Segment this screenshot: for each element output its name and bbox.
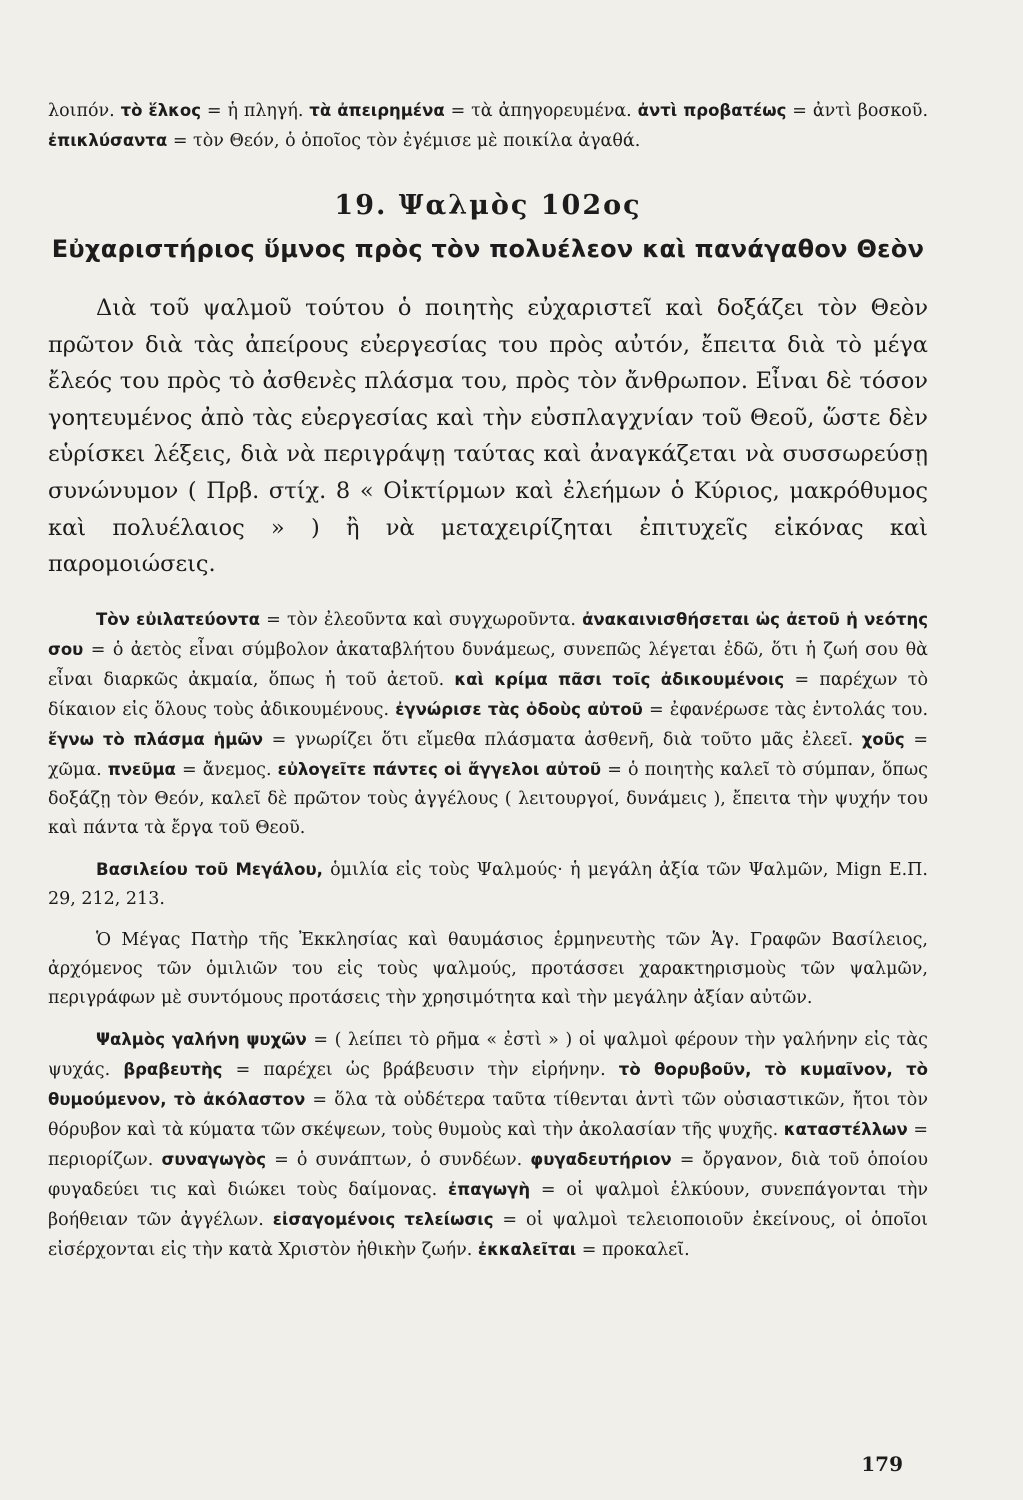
glossary-term: φυγαδευτήριον [530, 1149, 672, 1169]
psalm-subtitle: Εὐχαριστήριος ὕμνος πρὸς τὸν πολυέλεον καὶ πανάγαθον Θεὸν [51, 235, 925, 263]
glossary-text: = ὁ ἀετὸς εἶναι σύμβολον ἀκαταβλήτου δυνάμεως, συνεπῶς λέγεται ἐδῶ, ὅτι ἡ ζωή σου θὰ εἶναι διαρκῶς ἀκμαία, ὅπως ἡ τοῦ ἀετοῦ. [48, 639, 928, 690]
glossary-term: συναγωγὸς [161, 1149, 266, 1169]
glossary-text: = τὸν Θεόν, ὁ ὁποῖος τὸν ἐγέμισε μὲ ποικίλα ἀγαθά. [167, 131, 641, 151]
glossary-term: καταστέλλων [783, 1119, 908, 1139]
basil-reference [48, 855, 928, 914]
glossary-term: εὐλογεῖτε πάντες οἱ ἄγγελοι αὐτοῦ [277, 759, 602, 779]
glossary-text: = τὰ ἀπηγορευμένα. [444, 101, 638, 121]
glossary-term: Βασιλείου τοῦ Μεγάλου, [96, 859, 323, 879]
glossary-text: = γνωρίζει ὅτι εἴμεθα πλάσματα ἀσθενῆ, διὰ τοῦτο μᾶς ἐλεεῖ. [262, 729, 862, 750]
glossary-term: εἰσαγομένοις τελείωσις [272, 1209, 494, 1229]
glossary-term: χοῦς [861, 729, 905, 749]
glossary-term: βραβευτὴς [123, 1059, 223, 1079]
glossary-text: λοιπόν. [48, 101, 121, 121]
glossary-term: καὶ κρίμα πᾶσι τοῖς ἀδικουμένοις [454, 669, 785, 689]
glossary-text: = οἱ ψαλμοὶ τελειοποιοῦν ἐκείνους, οἱ ὁποῖοι εἰσέρχονται εἰς τὴν κατὰ Χριστὸν ἠθικὴν ζωήν. [48, 1209, 928, 1260]
glossary-text: = περιορίζων. [48, 1119, 928, 1170]
glossary-term: ἀνακαινισθήσεται ὡς ἀετοῦ ἡ νεότης σου [48, 609, 929, 659]
glossary-paragraph-1 [48, 605, 928, 843]
glossary-term: ἔγνω τὸ πλάσμα ἡμῶν [48, 729, 263, 749]
basil-paragraph: Ὁ Μέγας Πατὴρ τῆς Ἐκκλησίας καὶ θαυμάσιος ἑρμηνευτὴς τῶν Ἁγ. Γραφῶν Βασίλειος, ἀρχόμενος τῶν ὁμιλιῶν του εἰς τοὺς ψαλμούς, προτάσσει χαρακτηρισμοὺς τῶν ψαλμῶν, περιγράφων μὲ συντόμους προτάσεις τὴν χρησιμότητα καὶ τὴν μεγάλην ἀξίαν αὐτῶν. [48, 929, 928, 1008]
glossary-text: ὁμιλία εἰς τοὺς Ψαλμούς· ἡ μεγάλη ἀξία τῶν Ψαλμῶν, Mign Ε.Π. 29, 212, 213. [48, 859, 928, 909]
glossary-text: = χῶμα. [48, 729, 928, 780]
glossary-term: ἐπαγωγὴ [448, 1179, 531, 1199]
glossary-text: = παρέχει ὡς βράβευσιν τὴν εἰρήνην. [222, 1059, 619, 1080]
glossary-term: ἐπικλύσαντα [48, 131, 168, 150]
glossary-text: = ἡ πληγή. [201, 101, 310, 121]
glossary-paragraph-2 [48, 1025, 928, 1265]
glossary-text: = ἄνεμος. [175, 759, 278, 780]
glossary-term: τὰ ἀπειρημένα [309, 101, 445, 120]
glossary-term: Ψαλμὸς γαλήνη ψυχῶν [96, 1029, 307, 1049]
intro-paragraph: Διὰ τοῦ ψαλμοῦ τούτου ὁ ποιητὴς εὐχαριστεῖ καὶ δοξάζει τὸν Θεὸν πρῶτον διὰ τὰς ἀπείρους εὐεργεσίας του πρὸς αὐτόν, ἔπειτα διὰ τὸ μέγα ἔλεός του πρὸς τὸ ἀσθενὲς πλάσμα του, πρὸς τὸν ἄνθρωπον. Εἶναι δὲ τόσον γοητευμένος ἀπὸ τὰς εὐεργεσίας καὶ τὴν εὐσπλαγχνίαν τοῦ Θεοῦ, ὥστε δὲν εὑρίσκει λέξεις, διὰ νὰ περιγράψῃ ταύτας καὶ ἀναγκάζεται νὰ συσσωρεύσῃ συνώνυμον ( Πρβ. στίχ. 8 « Οἰκτίρμων καὶ ἐλεήμων ὁ Κύριος, μακρόθυμος καὶ πολυέλαιος » ) ἢ νὰ μεταχειρίζηται ἐπιτυχεῖς εἰκόνας καὶ παρομοιώσεις. [48, 295, 928, 578]
book-page [48, 96, 928, 1277]
glossary-text: = προκαλεῖ. [576, 1239, 690, 1260]
glossary-term: ἐκκαλεῖται [477, 1239, 577, 1259]
glossary-text: = τὸν ἐλεοῦντα καὶ συγχωροῦντα. [260, 609, 583, 630]
glossary-text: = ὅλα τὰ οὐδέτερα ταῦτα τίθενται ἀντὶ τῶν οὐσιαστικῶν, ἤτοι τὸν θόρυβον καὶ τὰ κύματα τῶν σκέψεων, τοὺς θυμοὺς καὶ τὴν ἀκολασίαν τῆς ψυχῆς. [48, 1089, 928, 1140]
glossary-text: = ἐφανέρωσε τὰς ἐντολάς του. [642, 699, 929, 720]
top-note [48, 96, 928, 156]
glossary-term: τὸ θορυβοῦν, τὸ κυμαῖνον, τὸ θυμούμενον, τὸ ἀκόλαστον [48, 1059, 928, 1109]
glossary-text: = ἀντὶ βοσκοῦ. [786, 101, 929, 121]
psalm-heading: 19. Ψαλμὸς 102ος [334, 190, 642, 221]
glossary-term: Τὸν εὐιλατεύοντα [96, 609, 261, 629]
glossary-text: = οἱ ψαλμοὶ ἑλκύουν, συνεπάγονται τὴν βοήθειαν τῶν ἀγγέλων. [48, 1179, 929, 1230]
glossary-text: = ( λείπει τὸ ρῆμα « ἐστὶ » ) οἱ ψαλμοὶ φέρουν τὴν γαλήνην εἰς τὰς ψυχάς. [48, 1029, 928, 1080]
glossary-text: = ὁ ποιητὴς καλεῖ τὸ σύμπαν, ὅπως δοξάζῃ τὸν Θεόν, καλεῖ δὲ πρῶτον τοὺς ἀγγέλους ( λειτουργοί, δυνάμεις ), ἔπειτα τὴν ψυχήν του καὶ πάντα τὰ ἔργα τοῦ Θεοῦ. [48, 759, 928, 838]
glossary-term: πνεῦμα [107, 759, 176, 779]
glossary-text: = ὄργανον, διὰ τοῦ ὁποίου φυγαδεύει τις καὶ διώκει τοὺς δαίμονας. [48, 1149, 928, 1200]
page-number: 179 [861, 1452, 903, 1476]
glossary-text: = παρέχων τὸ δίκαιον εἰς ὅλους τοὺς ἀδικουμένους. [48, 669, 929, 720]
glossary-text: = ὁ συνάπτων, ὁ συνδέων. [265, 1149, 531, 1170]
glossary-term: ἀντὶ προβατέως [637, 101, 787, 120]
glossary-term: ἐγνώρισε τὰς ὁδοὺς αὐτοῦ [395, 699, 643, 719]
glossary-term: τὸ ἕλκος [120, 101, 202, 120]
